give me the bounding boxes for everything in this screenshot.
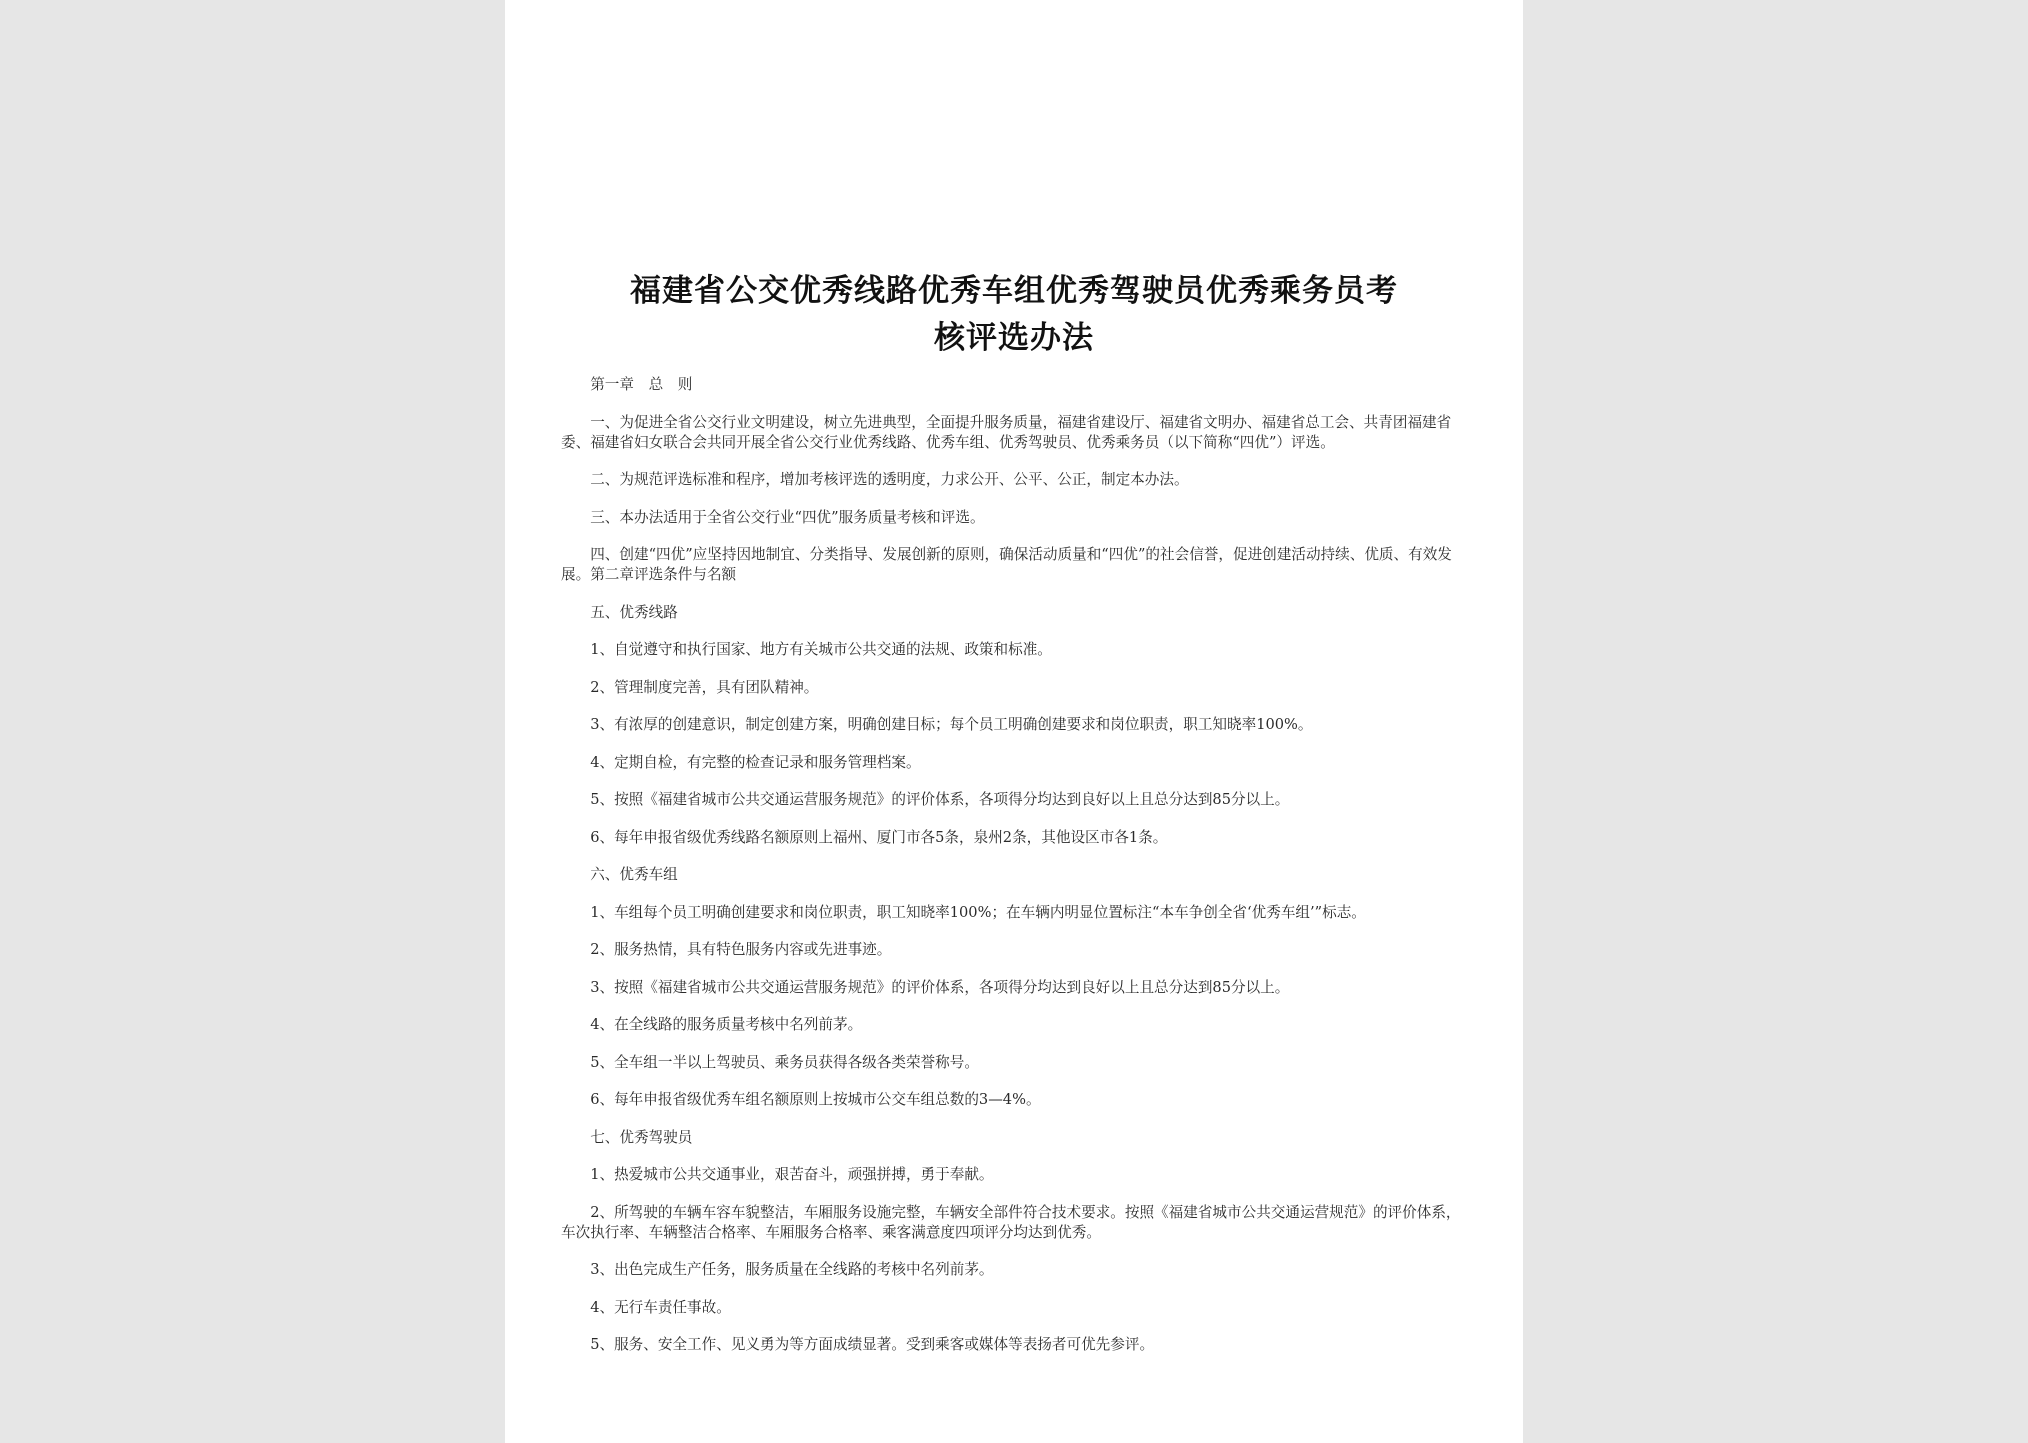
document-page	[505, 0, 1523, 1443]
paragraph: 二、为规范评选标准和程序，增加考核评选的透明度，力求公开、公平、公正，制定本办法。	[590, 471, 1189, 488]
list-item: 5、服务、安全工作、见义勇为等方面成绩显著。受到乘客或媒体等表扬者可优先参评。	[590, 1336, 1155, 1353]
paragraph: 三、本办法适用于全省公交行业“四优”服务质量考核和评选。	[590, 508, 985, 526]
list-item: 1、车组每个员工明确创建要求和岗位职责，职工知晓率100%；在车辆内明显位置标注“本车争创全省‘优秀车组’”标志。	[590, 903, 1366, 921]
list-item: 3、按照《福建省城市公共交通运营服务规范》的评价体系，各项得分均达到良好以上且总分达到85分以上。	[590, 978, 1290, 996]
list-item: 2、所驾驶的车辆车容车貌整洁，车厢服务设施完整，车辆安全部件符合技术要求。按照《福建省城市公共交通运营规范》的评价体系，车次执行率、车辆整洁合格率、车厢服务合格率、乘客满意度四项评分均达到优秀。	[561, 1203, 1461, 1241]
list-item: 4、定期自检，有完整的检查记录和服务管理档案。	[590, 753, 921, 771]
list-item: 2、服务热情，具有特色服务内容或先进事迹。	[590, 941, 892, 958]
list-item: 3、有浓厚的创建意识，制定创建方案，明确创建目标；每个员工明确创建要求和岗位职责，职工知晓率100%。	[590, 716, 1313, 733]
section-heading: 六、优秀车组	[590, 866, 678, 883]
document-body	[561, 375, 1463, 1373]
list-item: 6、每年申报省级优秀车组名额原则上按城市公交车组总数的3—4%。	[590, 1091, 1041, 1108]
list-item: 5、按照《福建省城市公共交通运营服务规范》的评价体系，各项得分均达到良好以上且总分达到85分以上。	[590, 791, 1290, 808]
title-line-1: 福建省公交优秀线路优秀车组优秀驾驶员优秀乘务员考	[630, 273, 1398, 309]
document-title	[555, 268, 1473, 362]
list-item: 1、热爱城市公共交通事业，艰苦奋斗，顽强拼搏，勇于奉献。	[590, 1166, 994, 1183]
list-item: 2、管理制度完善，具有团队精神。	[590, 678, 819, 696]
paragraph: 一、为促进全省公交行业文明建设，树立先进典型，全面提升服务质量，福建省建设厅、福建省文明办、福建省总工会、共青团福建省委、福建省妇女联合会共同开展全省公交行业优秀线路、优秀车组、优秀驾驶员、优秀乘务员（以下简称“四优”）评选。	[561, 413, 1452, 451]
list-item: 5、全车组一半以上驾驶员、乘务员获得各级各类荣誉称号。	[590, 1053, 979, 1071]
title-line-2: 核评选办法	[934, 320, 1094, 356]
list-item: 3、出色完成生产任务，服务质量在全线路的考核中名列前茅。	[590, 1261, 994, 1278]
paragraph: 四、创建“四优”应坚持因地制宜、分类指导、发展创新的原则，确保活动质量和“四优”的社会信誉，促进创建活动持续、优质、有效发展。第二章评选条件与名额	[561, 546, 1452, 583]
section-heading: 七、优秀驾驶员	[590, 1128, 693, 1146]
chapter-heading: 第一章 总 则	[590, 376, 693, 393]
list-item: 4、无行车责任事故。	[590, 1298, 731, 1316]
section-heading: 五、优秀线路	[590, 603, 678, 621]
list-item: 4、在全线路的服务质量考核中名列前茅。	[590, 1016, 863, 1033]
list-item: 1、自觉遵守和执行国家、地方有关城市公共交通的法规、政策和标准。	[590, 641, 1052, 658]
list-item: 6、每年申报省级优秀线路名额原则上福州、厦门市各5条，泉州2条，其他设区市各1条。	[590, 828, 1168, 846]
